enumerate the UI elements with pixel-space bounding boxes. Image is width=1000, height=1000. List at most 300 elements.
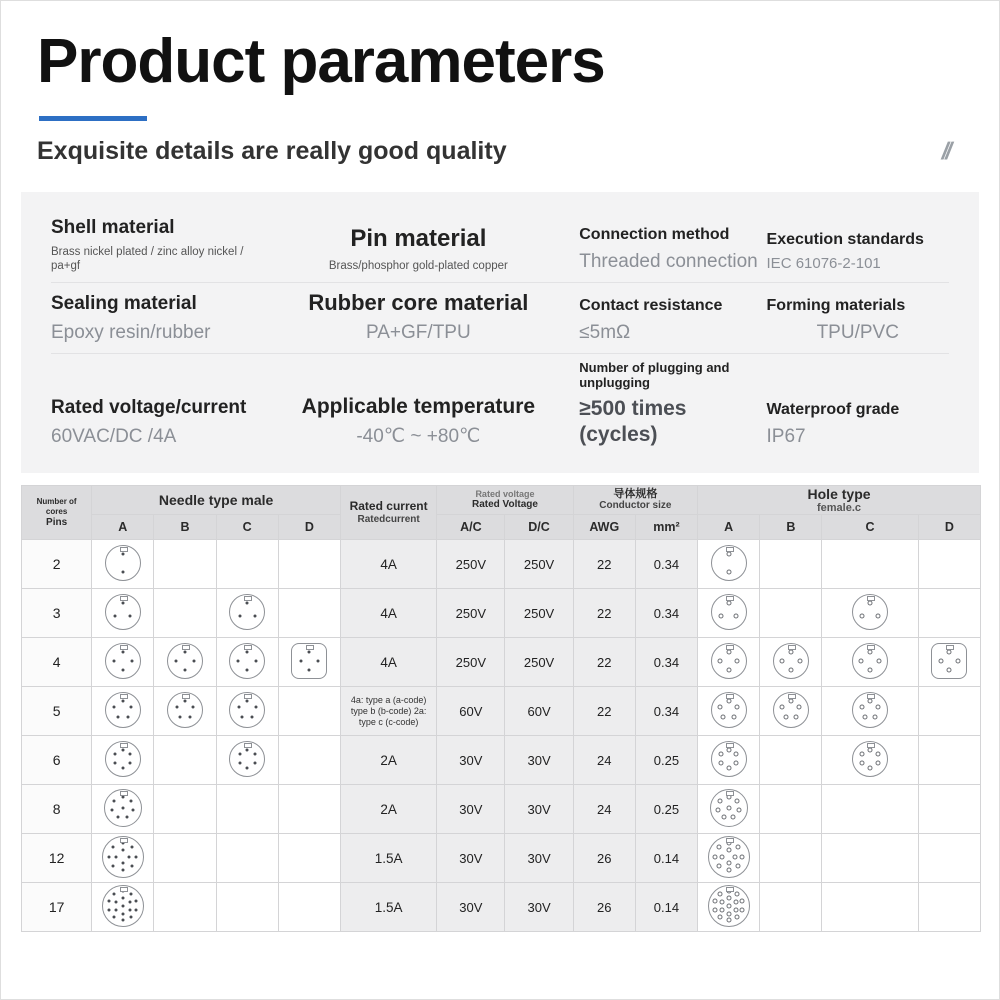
- keyway-notch: [244, 645, 252, 650]
- cell-voltage-ac: 30V: [437, 883, 505, 932]
- female-connector-2pin-icon: [711, 545, 747, 581]
- th-pins: Number of cores Pins: [22, 485, 92, 540]
- pin-dot: [868, 600, 873, 605]
- cell-female-c: [822, 785, 918, 834]
- pin-dot: [246, 748, 249, 751]
- pin-dot: [717, 658, 722, 663]
- female-connector-3pin-icon: [711, 594, 747, 630]
- pin-dot: [237, 659, 240, 662]
- cell-pins: 6: [22, 736, 92, 785]
- pin-dot: [114, 900, 117, 903]
- keyway-notch: [120, 547, 128, 552]
- cell-female-d: [918, 834, 980, 883]
- cell-voltage-dc: 30V: [505, 785, 573, 834]
- pin-dot: [737, 808, 742, 813]
- keyway-notch: [120, 791, 128, 796]
- cell-female-d: [918, 589, 980, 638]
- female-connector-6pin-icon: [711, 741, 747, 777]
- spec-row: [51, 210, 949, 282]
- cell-male-d: [278, 883, 340, 932]
- pin-dot: [192, 706, 195, 709]
- spec-cell-plugging-cycles: [579, 360, 766, 449]
- pin-dot: [726, 667, 731, 672]
- pin-dot: [868, 649, 873, 654]
- pin-dot: [726, 805, 731, 810]
- spec-cell-connection-method: [579, 216, 766, 274]
- cell-female-c: [822, 834, 918, 883]
- cell-male-c: [216, 540, 278, 589]
- pin-dot: [716, 808, 721, 813]
- cell-mm2: 0.34: [635, 540, 697, 589]
- pin-dot: [246, 766, 249, 769]
- pin-dot: [735, 892, 740, 897]
- female-connector-4pin-icon: [773, 643, 809, 679]
- pin-dot: [720, 854, 725, 859]
- keyway-notch: [788, 694, 796, 699]
- spec-value: ≤5mΩ: [579, 322, 631, 344]
- pin-dot: [868, 747, 873, 752]
- pin-dot: [126, 715, 129, 718]
- pin-dot: [237, 706, 240, 709]
- pin-dot: [726, 895, 731, 900]
- subtitle-row: [37, 137, 999, 166]
- pin-dot: [178, 715, 181, 718]
- title-underline-rule: [39, 116, 147, 121]
- pin-dot: [740, 854, 745, 859]
- cell-female-a: [698, 638, 760, 687]
- spec-label: Forming materials: [766, 297, 906, 315]
- keyway-notch: [726, 645, 734, 650]
- pin-dot: [246, 650, 249, 653]
- pin-dot: [780, 705, 785, 710]
- pin-dot: [254, 706, 257, 709]
- pin-dot: [192, 659, 195, 662]
- table-row: [22, 883, 981, 932]
- spec-value: -40℃ ~ +80℃: [356, 425, 481, 447]
- pin-dot: [719, 907, 724, 912]
- cell-awg: 24: [573, 785, 635, 834]
- spec-cell-waterproof-grade: [767, 360, 949, 449]
- pin-dot: [121, 869, 124, 872]
- cell-female-b: [760, 638, 822, 687]
- cell-female-b: [760, 785, 822, 834]
- spec-value: PA+GF/TPU: [366, 322, 471, 344]
- spec-value: IP67: [766, 425, 806, 447]
- keyway-notch: [726, 791, 734, 796]
- pin-dot: [129, 615, 132, 618]
- spec-label: Pin material: [350, 225, 487, 253]
- keyway-notch: [726, 694, 734, 699]
- cell-male-c: [216, 687, 278, 736]
- pin-dot: [718, 705, 723, 710]
- pin-dot: [868, 698, 873, 703]
- spec-cell-sealing-material: [51, 289, 257, 345]
- cell-voltage-ac: 30V: [437, 834, 505, 883]
- pin-dot: [726, 848, 731, 853]
- th-rated-current: Rated current Ratedcurrent: [340, 485, 436, 540]
- cell-female-c: [822, 589, 918, 638]
- cell-voltage-dc: 250V: [505, 589, 573, 638]
- cell-female-c: [822, 687, 918, 736]
- pin-dot: [126, 816, 129, 819]
- pin-dot: [726, 600, 731, 605]
- spec-cell-shell-material: [51, 216, 257, 274]
- th-hole-type-female: Hole type female.c: [698, 485, 981, 515]
- pin-dot: [718, 761, 723, 766]
- keyway-notch: [946, 645, 954, 650]
- cell-female-c: [822, 883, 918, 932]
- male-connector-5pin-icon: [105, 692, 141, 728]
- pin-dot: [135, 855, 138, 858]
- cell-female-b: [760, 687, 822, 736]
- cell-male-d: [278, 589, 340, 638]
- pin-dot: [128, 900, 131, 903]
- pin-dot: [240, 715, 243, 718]
- keyway-notch: [244, 596, 252, 601]
- th-male-d: D: [278, 515, 340, 540]
- cell-female-d: [918, 883, 980, 932]
- pin-dot: [733, 899, 738, 904]
- table-row: [22, 589, 981, 638]
- spec-panel: [21, 192, 979, 472]
- pin-dot: [788, 649, 793, 654]
- pin-dot: [238, 762, 241, 765]
- cell-rated-current: 4A: [340, 540, 436, 589]
- cell-pins: 12: [22, 834, 92, 883]
- cell-male-a: [92, 834, 154, 883]
- pin-dot: [308, 650, 311, 653]
- cell-voltage-ac: 30V: [437, 785, 505, 834]
- pin-dot: [868, 765, 873, 770]
- pin-dot: [956, 658, 961, 663]
- cell-female-d: [918, 540, 980, 589]
- th-rated-voltage: Rated voltage Rated Voltage: [437, 485, 573, 515]
- th-mm2: mm²: [635, 515, 697, 540]
- pin-dot: [733, 854, 738, 859]
- pin-dot: [117, 816, 120, 819]
- cell-pins: 8: [22, 785, 92, 834]
- spec-label: Number of plugging and unplugging: [579, 359, 730, 391]
- pin-dot: [113, 916, 116, 919]
- th-male-c: C: [216, 515, 278, 540]
- pin-dot: [183, 699, 186, 702]
- cell-male-b: [154, 540, 216, 589]
- table-row: [22, 834, 981, 883]
- female-connector-4pin-icon: [852, 643, 888, 679]
- pin-dot: [721, 714, 726, 719]
- cell-female-a: [698, 589, 760, 638]
- th-needle-type-male: Needle type male: [92, 485, 341, 515]
- pin-dot: [875, 614, 880, 619]
- cell-voltage-dc: 250V: [505, 638, 573, 687]
- th-male-a: A: [92, 515, 154, 540]
- keyway-notch: [788, 645, 796, 650]
- spec-cell-rated-voltage-current: [51, 360, 257, 449]
- pin-dot: [108, 855, 111, 858]
- pin-dot: [726, 747, 731, 752]
- keyway-notch: [306, 645, 314, 650]
- keyway-notch: [182, 694, 190, 699]
- pin-dot: [733, 907, 738, 912]
- cell-male-d: [278, 834, 340, 883]
- spec-label: Rated voltage/current: [51, 397, 247, 419]
- pin-dot: [860, 614, 865, 619]
- pin-dot: [726, 868, 731, 873]
- pin-dot: [317, 659, 320, 662]
- cell-male-d: [278, 540, 340, 589]
- spec-value: TPU/PVC: [816, 322, 899, 344]
- pin-dot: [718, 799, 723, 804]
- cell-awg: 22: [573, 638, 635, 687]
- pin-dot: [121, 912, 124, 915]
- cell-rated-current: 2A: [340, 785, 436, 834]
- pin-dot: [129, 753, 132, 756]
- keyway-notch: [867, 743, 875, 748]
- keyway-notch: [244, 743, 252, 748]
- cell-female-a: [698, 540, 760, 589]
- pin-dot: [726, 698, 731, 703]
- cell-awg: 26: [573, 834, 635, 883]
- pin-dot: [719, 899, 724, 904]
- cell-pins: 2: [22, 540, 92, 589]
- cell-voltage-ac: 250V: [437, 540, 505, 589]
- pin-dot: [797, 705, 802, 710]
- table-row: [22, 540, 981, 589]
- pin-dot: [860, 752, 865, 757]
- cell-female-d: [918, 736, 980, 785]
- keyway-notch: [182, 645, 190, 650]
- cell-female-d: [918, 687, 980, 736]
- male-connector-5pin-icon: [229, 692, 265, 728]
- cell-voltage-dc: 30V: [505, 883, 573, 932]
- male-connector-2pin-icon: [105, 545, 141, 581]
- pin-dot: [734, 761, 739, 766]
- specification-table: [21, 485, 981, 933]
- pin-dot: [788, 698, 793, 703]
- pin-dot: [875, 752, 880, 757]
- specification-table-body: [22, 540, 981, 932]
- cell-male-d: [278, 736, 340, 785]
- pin-dot: [862, 714, 867, 719]
- pin-dot: [121, 570, 124, 573]
- pin-dot: [859, 658, 864, 663]
- pin-dot: [712, 908, 717, 913]
- pin-dot: [299, 659, 302, 662]
- pin-dot: [731, 815, 736, 820]
- cell-female-b: [760, 834, 822, 883]
- pin-dot: [726, 903, 731, 908]
- pin-dot: [938, 658, 943, 663]
- pin-dot: [253, 615, 256, 618]
- cell-male-c: [216, 834, 278, 883]
- pin-dot: [736, 845, 741, 850]
- pin-dot: [726, 551, 731, 556]
- pin-dot: [130, 659, 133, 662]
- cell-voltage-dc: 250V: [505, 540, 573, 589]
- pin-dot: [253, 753, 256, 756]
- pin-dot: [111, 809, 114, 812]
- female-connector-5pin-icon: [773, 692, 809, 728]
- cell-male-d: [278, 785, 340, 834]
- pin-dot: [121, 650, 124, 653]
- cell-female-a: [698, 785, 760, 834]
- cell-voltage-ac: 250V: [437, 638, 505, 687]
- spec-row: [51, 282, 949, 353]
- male-connector-6pin-icon: [105, 741, 141, 777]
- page-header: [1, 1, 999, 166]
- pin-dot: [718, 752, 723, 757]
- pin-dot: [735, 658, 740, 663]
- cell-awg: 24: [573, 736, 635, 785]
- pin-dot: [121, 849, 124, 852]
- pin-dot: [130, 706, 133, 709]
- spec-cell-contact-resistance: [579, 289, 766, 345]
- spec-label: Sealing material: [51, 293, 197, 315]
- pin-dot: [108, 909, 111, 912]
- pin-dot: [788, 667, 793, 672]
- spec-value: Brass/phosphor gold-plated copper: [328, 260, 508, 273]
- female-connector-4pin-icon: [931, 643, 967, 679]
- pin-dot: [735, 799, 740, 804]
- pin-dot: [718, 614, 723, 619]
- pin-dot: [712, 899, 717, 904]
- keyway-notch: [726, 743, 734, 748]
- pin-dot: [121, 699, 124, 702]
- cell-rated-current: 4A: [340, 638, 436, 687]
- pin-dot: [726, 649, 731, 654]
- cell-male-b: [154, 785, 216, 834]
- pin-dot: [251, 715, 254, 718]
- th-ac: A/C: [437, 515, 505, 540]
- th-conductor-size: 导体规格 Conductor size: [573, 485, 697, 515]
- cell-female-d: [918, 638, 980, 687]
- pin-dot: [736, 864, 741, 869]
- cell-male-c: [216, 736, 278, 785]
- cell-voltage-ac: 30V: [437, 736, 505, 785]
- cell-male-b: [154, 834, 216, 883]
- spec-cell-pin-material: [257, 216, 579, 274]
- cell-male-b: [154, 883, 216, 932]
- pin-dot: [246, 668, 249, 671]
- pin-dot: [238, 615, 241, 618]
- cell-voltage-dc: 60V: [505, 687, 573, 736]
- pin-dot: [713, 854, 718, 859]
- cell-awg: 22: [573, 589, 635, 638]
- female-connector-5pin-icon: [852, 692, 888, 728]
- pin-dot: [116, 715, 119, 718]
- pin-dot: [783, 714, 788, 719]
- pin-dot: [121, 766, 124, 769]
- pin-dot: [130, 916, 133, 919]
- cell-female-a: [698, 883, 760, 932]
- cell-female-b: [760, 540, 822, 589]
- pin-dot: [128, 908, 131, 911]
- spec-label: Execution standards: [766, 230, 924, 248]
- th-male-b: B: [154, 515, 216, 540]
- cell-pins: 5: [22, 687, 92, 736]
- keyway-notch: [120, 645, 128, 650]
- spec-label: Applicable temperature: [301, 394, 536, 418]
- pin-dot: [130, 893, 133, 896]
- cell-male-c: [216, 883, 278, 932]
- pin-dot: [876, 705, 881, 710]
- cell-rated-current: 2A: [340, 736, 436, 785]
- keyway-notch: [726, 596, 734, 601]
- pin-dot: [717, 864, 722, 869]
- cell-mm2: 0.34: [635, 638, 697, 687]
- cell-female-a: [698, 834, 760, 883]
- male-connector-12pin-icon: [102, 836, 144, 878]
- keyway-notch: [120, 887, 128, 892]
- pin-dot: [859, 705, 864, 710]
- pin-dot: [246, 601, 249, 604]
- cell-mm2: 0.25: [635, 736, 697, 785]
- male-connector-17pin-icon: [102, 885, 144, 927]
- pin-dot: [121, 748, 124, 751]
- pin-dot: [797, 658, 802, 663]
- cell-rated-current: 4A: [340, 589, 436, 638]
- cell-rated-current: 1.5A: [340, 834, 436, 883]
- pin-dot: [726, 861, 731, 866]
- pin-dot: [717, 845, 722, 850]
- cell-mm2: 0.34: [635, 687, 697, 736]
- pin-dot: [113, 706, 116, 709]
- pin-dot: [253, 762, 256, 765]
- pin-dot: [175, 659, 178, 662]
- pin-dot: [735, 915, 740, 920]
- pin-dot: [726, 569, 731, 574]
- cell-male-a: [92, 736, 154, 785]
- male-connector-4pin-icon: [229, 643, 265, 679]
- pin-dot: [731, 714, 736, 719]
- cell-male-b: [154, 687, 216, 736]
- pin-dot: [114, 615, 117, 618]
- pin-dot: [112, 846, 115, 849]
- cell-female-c: [822, 638, 918, 687]
- pin-dot: [255, 659, 258, 662]
- table-row: [22, 736, 981, 785]
- th-awg: AWG: [573, 515, 635, 540]
- table-row: [22, 638, 981, 687]
- cell-male-a: [92, 785, 154, 834]
- pin-dot: [113, 800, 116, 803]
- cell-male-a: [92, 687, 154, 736]
- male-connector-3pin-icon: [105, 594, 141, 630]
- female-connector-17pin-icon: [708, 885, 750, 927]
- page-subtitle: Exquisite details are really good quality: [37, 137, 507, 166]
- spec-value: Brass nickel plated / zinc alloy nickel / pa+gf: [51, 245, 244, 273]
- pin-dot: [175, 706, 178, 709]
- th-dc: D/C: [505, 515, 573, 540]
- cell-voltage-dc: 30V: [505, 834, 573, 883]
- cell-female-c: [822, 736, 918, 785]
- cell-male-a: [92, 883, 154, 932]
- keyway-notch: [120, 694, 128, 699]
- male-connector-8pin-icon: [104, 789, 142, 827]
- keyway-notch: [120, 743, 128, 748]
- pin-dot: [121, 668, 124, 671]
- cell-male-a: [92, 638, 154, 687]
- spec-label: Connection method: [579, 225, 730, 243]
- pin-dot: [121, 806, 124, 809]
- table-row: [22, 687, 981, 736]
- th-female-a: A: [698, 515, 760, 540]
- spec-cell-rubber-core-material: [257, 289, 579, 345]
- pin-dot: [121, 896, 124, 899]
- pin-dot: [183, 650, 186, 653]
- male-connector-3pin-icon: [229, 594, 265, 630]
- th-female-d: D: [918, 515, 980, 540]
